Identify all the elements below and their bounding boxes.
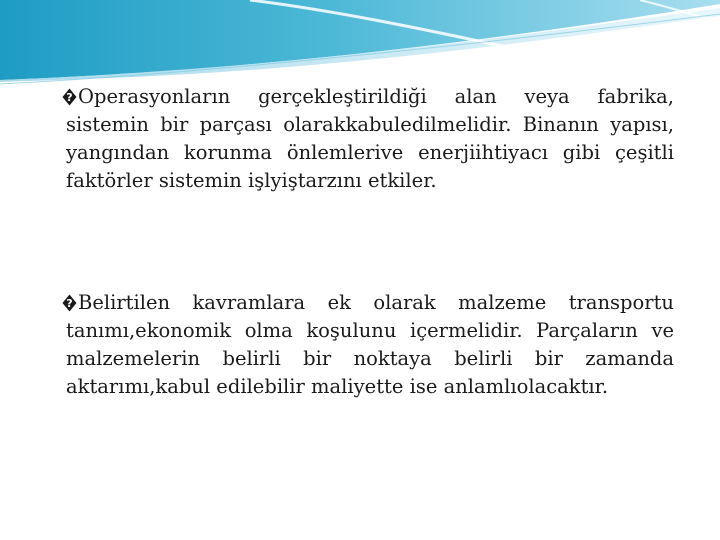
replacement-character-icon <box>62 294 77 312</box>
paragraph-1 <box>62 83 674 195</box>
svg-text:?: ? <box>66 297 73 310</box>
svg-text:?: ? <box>66 91 73 104</box>
paragraph-1-text: Operasyonların gerçekleştirildiği alan veya fabrika, sistemin bir parçası olarakkabuledilmelidir. Binanın yapısı, yangından korunma önlemlerive enerjiihtiyacı gibi çeşitli faktörler sistemin işlyiştarzını etkiler. <box>66 85 674 192</box>
paragraph-2 <box>62 289 674 401</box>
header-wave-decoration <box>0 0 720 90</box>
paragraph-2-text: Belirtilen kavramlara ek olarak malzeme transportu tanımı,ekonomik olma koşulunu içermelidir. Parçaların ve malzemelerin belirli bir noktaya belirli bir zamanda aktarımı,kabul edilebilir maliyette ise anlamlıolacaktır. <box>66 291 674 398</box>
replacement-character-icon <box>62 88 77 106</box>
